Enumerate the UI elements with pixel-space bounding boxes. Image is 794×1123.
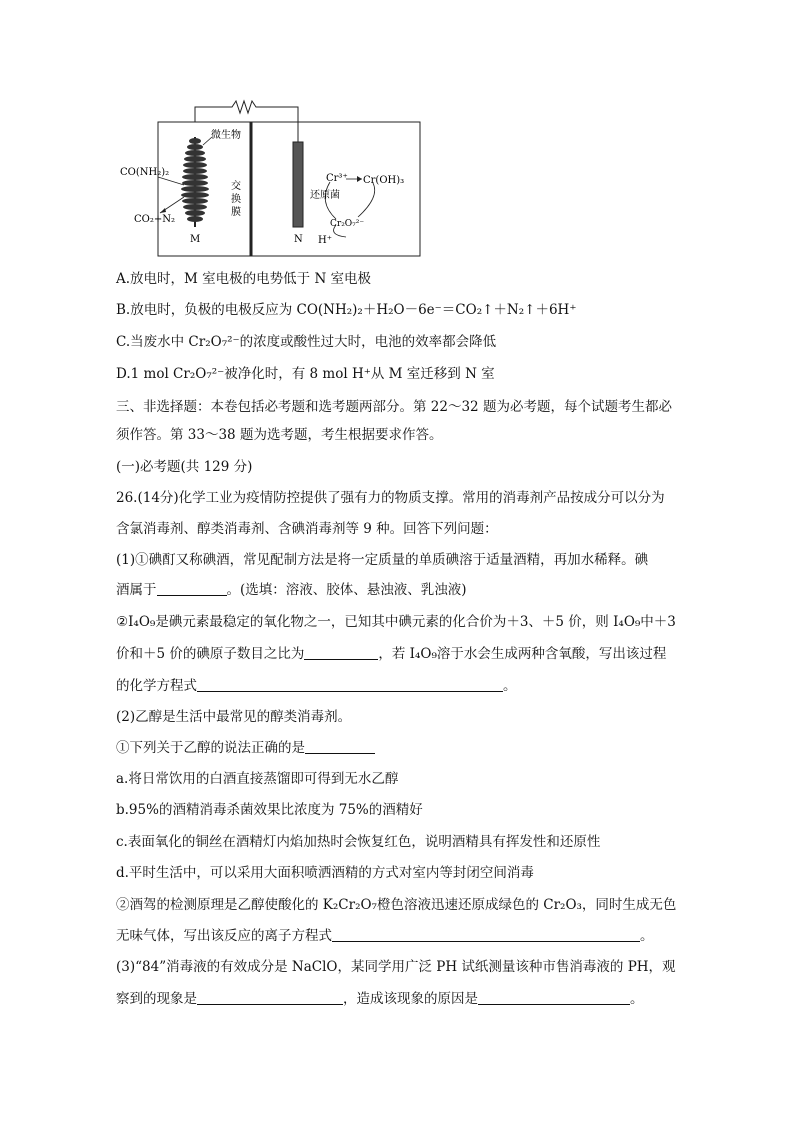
choice-d: d.平时生活中，可以采用大面积喷洒酒精的方式对室内等封闭空间消毒: [116, 865, 534, 881]
answer-blank-5[interactable]: [332, 927, 640, 942]
answer-blank-3[interactable]: [197, 677, 503, 692]
fuel-cell-diagram: [118, 97, 423, 259]
q26-p4: [116, 739, 375, 757]
q26-intro1: 26.(14分)化学工业为疫情防控提供了强有力的物质支撑。常用的消毒剂产品按成分可以分为: [116, 490, 665, 506]
microbe-label: 微生物: [211, 130, 241, 141]
text: 。: [630, 991, 644, 1007]
text: 无味气体，写出该反应的离子方程式: [116, 928, 332, 944]
q26-p2-line2: [116, 645, 666, 663]
answer-blank-1[interactable]: [157, 581, 227, 596]
answer-blank-7[interactable]: [478, 990, 630, 1005]
q26-p2-line3: [116, 677, 517, 695]
option-d: D.1 mol Cr₂O₇²⁻被净化时，有 8 mol H⁺从 M 室迁移到 N 室: [116, 366, 495, 382]
choice-c: c.表面氧化的铜丝在酒精灯内焰加热时会恢复红色，说明酒精具有挥发性和还原性: [116, 834, 601, 850]
q26-p2-line1: ②I₄O₉是碘元素最稳定的氧化物之一，已知其中碘元素的化合价为＋3、＋5 价，则 I₄O₉中＋3: [116, 614, 676, 630]
q26-p5-line1: ②酒驾的检测原理是乙醇使酸化的 K₂Cr₂O₇橙色溶液迅速还原成绿色的 Cr₂O₃，同时生成无色: [116, 897, 677, 913]
q26-p6-line1: (3)“84”消毒液的有效成分是 NaClO，某同学用广泛 PH 试纸测量该种市售消毒液的 PH，观: [116, 959, 676, 975]
text: 价和＋5 价的碘原子数目之比为: [116, 646, 305, 662]
text: ，若 I₄O₉溶于水会生成两种含氧酸，写出该过程: [378, 646, 667, 662]
membrane-label-2: 换: [231, 194, 241, 205]
choice-b: b.95%的酒精消毒杀菌效果比浓度为 75%的酒精好: [116, 802, 423, 818]
cr3-label: Cr³⁺: [326, 173, 348, 184]
text: 。: [503, 678, 517, 694]
electrode-n-label: N: [294, 234, 303, 245]
q26-p3: (2)乙醇是生活中最常见的醇类消毒剂。: [116, 709, 352, 725]
membrane-label-3: 膜: [231, 207, 241, 218]
membrane-label-1: 交: [231, 181, 241, 192]
microbe-coils: [181, 138, 209, 222]
answer-blank-6[interactable]: [197, 990, 343, 1005]
h-ion-label: H⁺: [318, 235, 332, 246]
croh3-label: Cr(OH)₃: [363, 175, 405, 186]
electrode-m-label: M: [190, 234, 201, 245]
answer-blank-2[interactable]: [304, 645, 378, 660]
q26-p1-line1: (1)①碘酊又称碘酒，常见配制方法是将一定质量的单质碘溶于适量酒精，再加水稀释。碘: [116, 552, 649, 568]
product-label: CO₂+N₂: [134, 214, 175, 225]
section3-line2: 须作答。第 33～38 题为选考题，考生根据要求作答。: [116, 427, 443, 443]
text: 。: [640, 928, 654, 944]
text: ①下列关于乙醇的说法正确的是: [116, 740, 305, 756]
text: 。(选填：溶液、胶体、悬浊液、乳浊液): [226, 582, 467, 598]
bacteria-label: 还原菌: [310, 190, 340, 201]
answer-blank-4[interactable]: [305, 739, 375, 754]
choice-a: a.将日常饮用的白酒直接蒸馏即可得到无水乙醇: [116, 771, 399, 787]
q26-p5-line2: [116, 927, 654, 945]
option-a: A.放电时，M 室电极的电势低于 N 室电极: [116, 271, 372, 287]
text: 察到的现象是: [116, 991, 197, 1007]
q26-p6-line2: [116, 990, 644, 1008]
option-c: C.当废水中 Cr₂O₇²⁻的浓度或酸性过大时，电池的效率都会降低: [116, 334, 497, 350]
required-heading: (一)必考题(共 129 分): [116, 459, 253, 475]
text: ，造成该现象的原因是: [343, 991, 478, 1007]
q26-p1-line2: [116, 581, 467, 599]
text: 酒属于: [116, 582, 157, 598]
reactant-label: CO(NH₂)₂: [120, 167, 170, 178]
cr2o7-label: Cr₂O₇²⁻: [330, 219, 365, 229]
option-b: B.放电时，负极的电极反应为 CO(NH₂)₂＋H₂O－6e⁻＝CO₂↑＋N₂↑＋6H⁺: [116, 302, 577, 318]
q26-intro2: 含氯消毒剂、醇类消毒剂、含碘消毒剂等 9 种。回答下列问题：: [116, 521, 498, 537]
text: 的化学方程式: [116, 678, 197, 694]
section3-line1: 三、非选择题：本卷包括必考题和选考题两部分。第 22～32 题为必考题，每个试题考生都必: [116, 399, 672, 415]
